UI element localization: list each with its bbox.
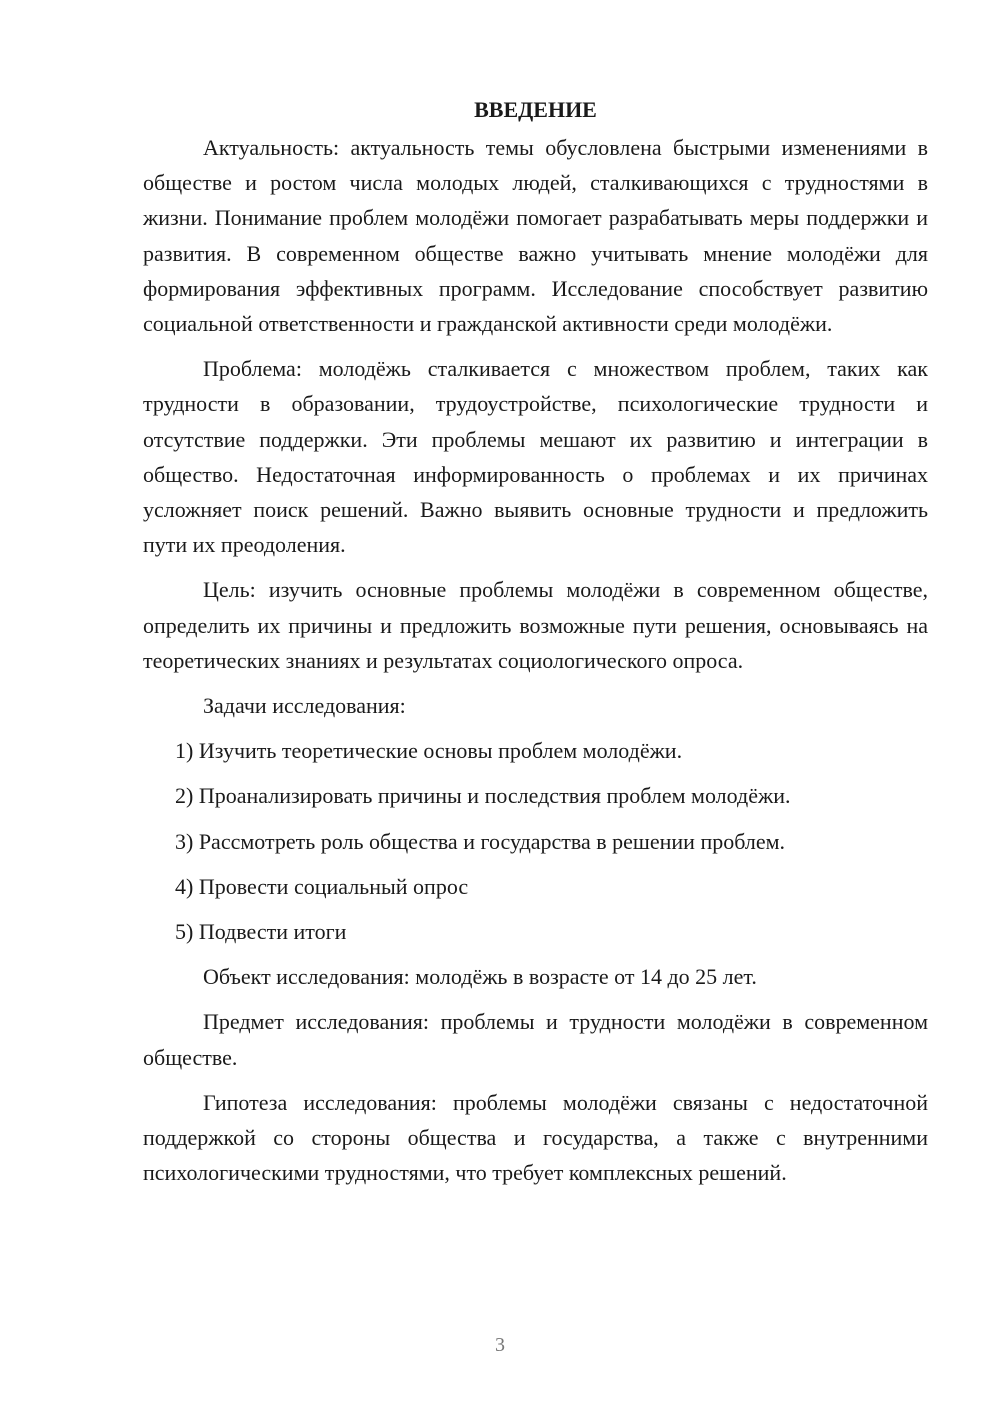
- task-item: 3) Рассмотреть роль общества и государства в решении проблем.: [175, 828, 786, 854]
- task-item: 2) Проанализировать причины и последствия проблем молодёжи.: [175, 783, 791, 809]
- task-item: 4) Провести социальный опрос: [175, 873, 469, 899]
- paragraph-relevance: Актуальность: актуальность темы обусловлена быстрыми изменениями в обществе и ростом числа молодых людей, сталкивающихся с трудностями в жизни. Понимание проблем молодёжи помогает разрабатывать меры поддержки и развития. В современном обществе важно учитывать мнение молодёжи для формирования эффективных программ. Исследование способствует развитию социальной ответственности и гражданской активности среди молодёжи.: [143, 135, 928, 337]
- paragraph-goal: Цель: изучить основные проблемы молодёжи в современном обществе, определить их причины и предложить возможные пути решения, основываясь на теоретических знаниях и результатах социологического опроса.: [143, 577, 928, 673]
- paragraph-hypothesis: Гипотеза исследования: проблемы молодёжи связаны с недостаточной поддержкой со стороны общества и государства, а также с внутренними психологическими трудностями, что требует комплексных решений.: [143, 1089, 928, 1186]
- paragraph-problem: Проблема: молодёжь сталкивается с множеством проблем, таких как трудности в образовании, трудоустройстве, психологические трудности и отсутствие поддержки. Эти проблемы мешают их развитию и интеграции в общество. Недостаточная информированность о проблемах и их причинах усложняет поиск решений. Важно выявить основные трудности и предложить пути их преодоления.: [143, 356, 928, 558]
- paragraph-object: Объект исследования: молодёжь в возрасте от 14 до 25 лет.: [203, 964, 757, 990]
- tasks-heading: Задачи исследования:: [203, 693, 406, 719]
- tasks-list: [143, 733, 928, 949]
- document-page: [143, 92, 928, 1200]
- section-title: ВВЕДЕНИЕ: [474, 97, 597, 122]
- task-item: 1) Изучить теоретические основы проблем молодёжи.: [175, 738, 683, 764]
- paragraph-subject: Предмет исследования: проблемы и трудности молодёжи в современном обществе.: [143, 1009, 928, 1070]
- task-item: 5) Подвести итоги: [175, 919, 347, 945]
- page-number: 3: [495, 1334, 505, 1356]
